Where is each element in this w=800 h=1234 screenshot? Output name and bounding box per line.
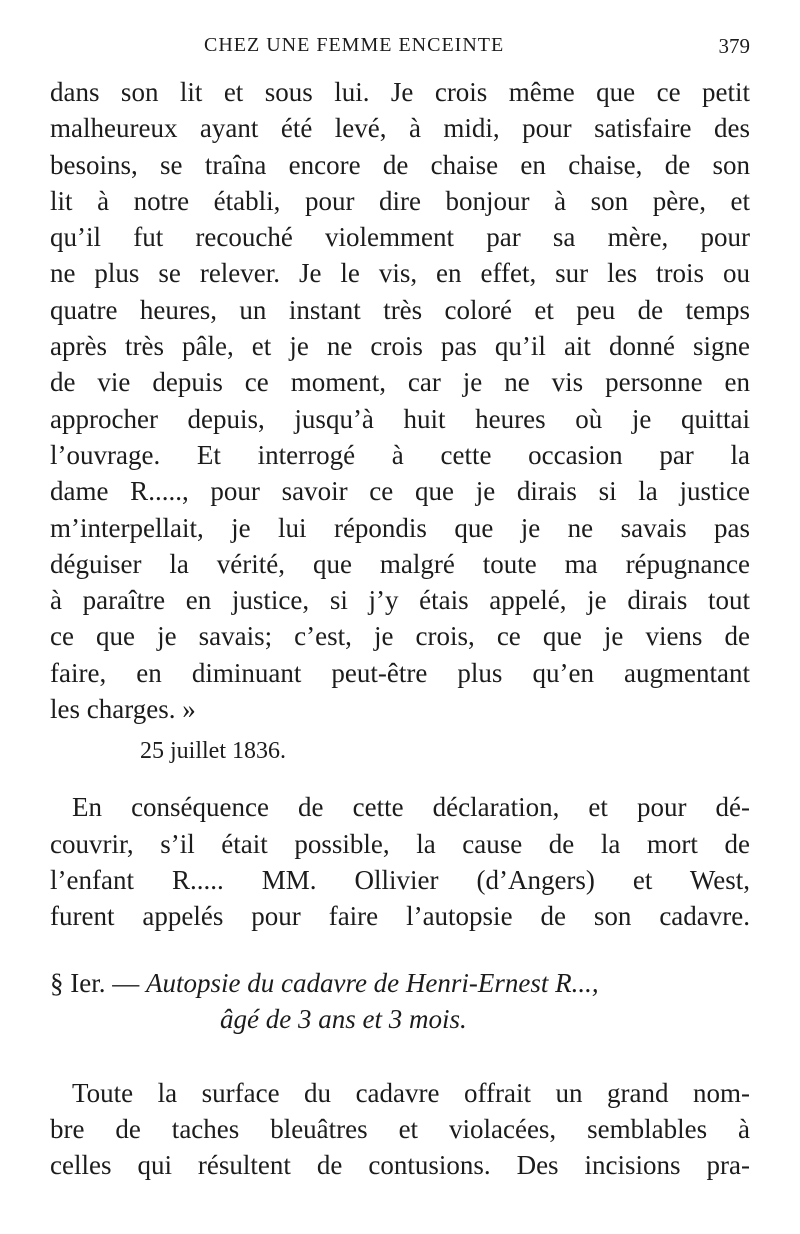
text-line: ne plus se relever. Je le vis, en effet, sur les trois ou <box>50 258 750 289</box>
text-line: dans son lit et sous lui. Je crois même que ce petit <box>50 77 750 107</box>
text-line: m’interpellait, je lui répondis que je ne savais pas <box>50 512 750 543</box>
text-line: l’ouvrage. Et interrogé à cette occasion par la <box>50 439 750 470</box>
text-line: malheureux ayant été levé, à midi, pour satisfaire des <box>50 113 750 144</box>
text-line: à paraître en justice, si j’y étais appelé, je dirais tout <box>50 585 750 616</box>
testimony-date: 25 juillet 1836. <box>140 738 286 765</box>
text-line: après très pâle, et je ne crois pas qu’il ait donné signe <box>50 331 750 362</box>
text-line: bre de taches bleuâtres et violacées, semblables à <box>50 1113 750 1144</box>
text-line: couvrir, s’il était possible, la cause de la mort de <box>50 828 750 859</box>
text-line: l’enfant R..... MM. Ollivier (d’Angers) et West, <box>50 864 750 895</box>
section-subtitle: âgé de 3 ans et 3 mois. <box>220 1003 467 1034</box>
text-line: dame R....., pour savoir ce que je dirais si la justice <box>50 476 750 507</box>
section-title: Autopsie du cadavre de Henri-Ernest R..., <box>145 967 599 998</box>
running-title: CHEZ UNE FEMME ENCEINTE <box>204 34 505 56</box>
section-heading <box>50 965 750 1037</box>
text-line: quatre heures, un instant très coloré et peu de temps <box>50 294 750 325</box>
text-line: En conséquence de cette déclaration, et pour dé- <box>72 792 750 823</box>
paragraph-consequence <box>50 789 750 934</box>
page-number: 379 <box>718 34 750 58</box>
text-line: Toute la surface du cadavre offrait un grand nom- <box>72 1077 750 1108</box>
text-line: celles qui résultent de contusions. Des incisions pra- <box>50 1150 750 1181</box>
paragraph-autopsy <box>50 1075 750 1184</box>
text-line: de vie depuis ce moment, car je ne vis personne en <box>50 367 750 398</box>
section-number: § Ier. — <box>50 967 146 998</box>
paragraph-testimony <box>50 74 750 727</box>
text-line: déguiser la vérité, que malgré toute ma répugnance <box>50 548 750 579</box>
text-line: ce que je savais; c’est, je crois, ce que je viens de <box>50 621 750 652</box>
text-line: approcher depuis, jusqu’à huit heures où je quittai <box>50 403 750 434</box>
page-header <box>50 34 750 64</box>
text-line: besoins, se traîna encore de chaise en chaise, de son <box>50 149 750 180</box>
text-line: faire, en diminuant peut-être plus qu’en augmentant <box>50 657 750 688</box>
text-line: les charges. » <box>50 694 196 725</box>
text-line: lit à notre établi, pour dire bonjour à son père, et <box>50 185 750 216</box>
text-line: qu’il fut recouché violemment par sa mère, pour <box>50 222 750 253</box>
text-line: furent appelés pour faire l’autopsie de son cadavre. <box>50 901 750 932</box>
